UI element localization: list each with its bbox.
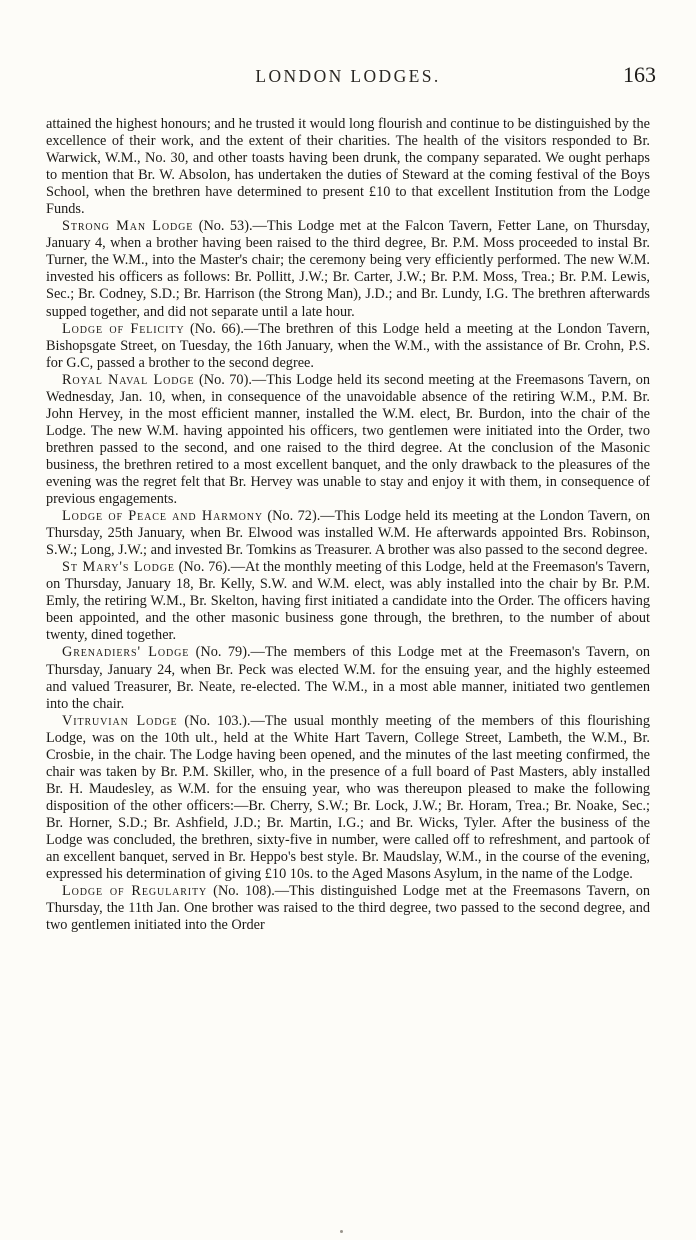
lodge-name: St Mary's Lodge [62,559,175,576]
lodge-name: Lodge of Regularity [62,883,208,900]
lodge-entry-regularity [46,883,650,934]
paragraph-text: (No. 53).—This Lodge met at the Falcon Tavern, Fetter Lane, on Thursday, January 4, when a brother having been raised to the third degree, Br. P.M. Moss proceeded to instal Br. Turner, the W.M., into the Master's chair; the ceremony being very efficiently performed. The new W.M. invested his officers as follows: Br. Pollitt, J.W.; Br. Carter, J.W.; Br. P.M. Moss, Trea.; Br. P.M. Lewis, Sec.; Br. Codney, S.D.; Br. Harrison (the Strong Man), J.D.; and Br. Lundy, I.G. The brethren afterwards supped together, and did not separate until a late hour. [46,218,650,320]
paragraph-text: (No. 72).—This Lodge held its meeting at the London Tavern, on Thursday, 25th January, when Br. Elwood was installed W.M. He afterwards appointed Brs. Robinson, S.W.; Long, J.W.; and invested Br. Tomkins as Treasurer. A brother was also passed to the second degree. [46,508,651,559]
lodge-entry-peace-and-harmony [46,508,650,559]
ink-speck [340,1230,343,1233]
page-header [0,64,696,94]
lodge-name: Grenadiers' Lodge [62,644,190,661]
lodge-name: Royal Naval Lodge [62,371,195,388]
body-text [46,116,650,934]
paragraph-text: (No. 108).—This distinguished Lodge met at the Freemasons Tavern, on Thursday, the 11th Jan. One brother was raised to the third degree, two passed to the second degree, and two gentlemen initiated into the Order [46,883,650,934]
paragraph-text: (No. 103.).—The usual monthly meeting of the members of this flourishing Lodge, was on the 10th ult., held at the White Hart Tavern, College Street, Lambeth, the W.M., Br. Crosbie, in the chair. The Lodge having been opened, and the minutes of the last meeting confirmed, the chair was taken by Br. P.M. Skiller, who, in the presence of a full board of Past Masters, ably installed Br. H. Maudesley, as W.M. for the ensuing year, who was thereupon pleased to make the following disposition of the other officers:—Br. Cherry, S.W.; Br. Lock, J.W.; Br. Horam, Trea.; Br. Noake, Sec.; Br. Horner, S.D.; Br. Ashfield, J.D.; Br. Martin, I.G.; and Br. Wicks, Tyler. After the business of the Lodge was concluded, the brethren, sixty-five in number, were called off to refreshment, and partook of an excellent banquet, served in Br. Heppo's best style. Br. Maudslay, W.M., in the course of the evening, expressed his determination of giving £10 10s. to the Aged Masons Asylum, in the name of the Lodge. [46,712,650,883]
paragraph-text: attained the highest honours; and he trusted it would long flourish and continue to be distinguished by the excellence of their work, and the extent of their charities. The health of the visitors responded to Br. Warwick, W.M., No. 30, and other toasts having been drunk, the company separated. We ought perhaps to mention that Br. W. Absolon, has undertaken the duties of Steward at the coming festival of the Boys School, when the brethren have determined to present £10 to that excellent Institution from the Lodge Funds. [46,116,650,218]
paragraph-text: (No. 70).—This Lodge held its second meeting at the Freemasons Tavern, on Wednesday, Jan. 10, when, in consequence of the unavoidable absence of the retiring W.M., P.M. Br. John Hervey, in the most efficient manner, installed the W.M. elect, Br. Burdon, into the chair of the Lodge. The new W.M. having appointed his officers, two gentlemen were initiated into the Order, two brethren passed to the second, and one raised to the third degree. At the conclusion of the Masonic business, the brethren retired to a most excellent banquet, and the only drawback to the pleasures of the evening was the regret felt that Br. Hervey was unable to stay and enjoy it with them, in consequence of previous engagements. [46,371,650,508]
lodge-entry-royal-naval [46,372,650,508]
lodge-entry-st-marys [46,559,650,644]
lodge-entry-vitruvian [46,713,650,883]
paragraph-text: (No. 66).—The brethren of this Lodge held a meeting at the London Tavern, Bishopsgate Street, on Tuesday, the 16th January, when the W.M., with the assistance of Br. Crohn, P.S. for G.C, passed a brother to the second degree. [46,320,650,371]
paragraph-text: (No. 76).—At the monthly meeting of this Lodge, held at the Freemason's Tavern, on Thursday, January 18, Br. Kelly, S.W. and W.M. elect, was ably installed into the chair by Br. P.M. Emly, the retiring W.M., Br. Skelton, having first initiated a candidate into the Order. The officers having been appointed, and the other masonic business gone through, the brethren, to the number of about twenty, dined together. [46,559,650,644]
lodge-name: Lodge of Felicity [62,320,185,337]
lodge-entry-strong-man [46,218,650,320]
lodge-name: Lodge of Peace and Harmony [62,508,263,525]
running-title: LONDON LODGES. [255,66,441,86]
paragraph-text: (No. 79).—The members of this Lodge met at the Freemason's Tavern, on Thursday, January 24, when Br. Peck was elected W.M. for the ensuing year, and the highly esteemed and valued Treasurer, Br. Neate, re-elected. The W.M., in a most able manner, initiated two gentlemen into the chair. [46,644,650,712]
continued-paragraph [46,116,650,218]
lodge-entry-felicity [46,321,650,372]
lodge-name: Strong Man Lodge [62,218,194,235]
lodge-name: Vitruvian Lodge [62,712,178,729]
lodge-entry-grenadiers [46,644,650,712]
page-number: 163 [623,62,656,87]
